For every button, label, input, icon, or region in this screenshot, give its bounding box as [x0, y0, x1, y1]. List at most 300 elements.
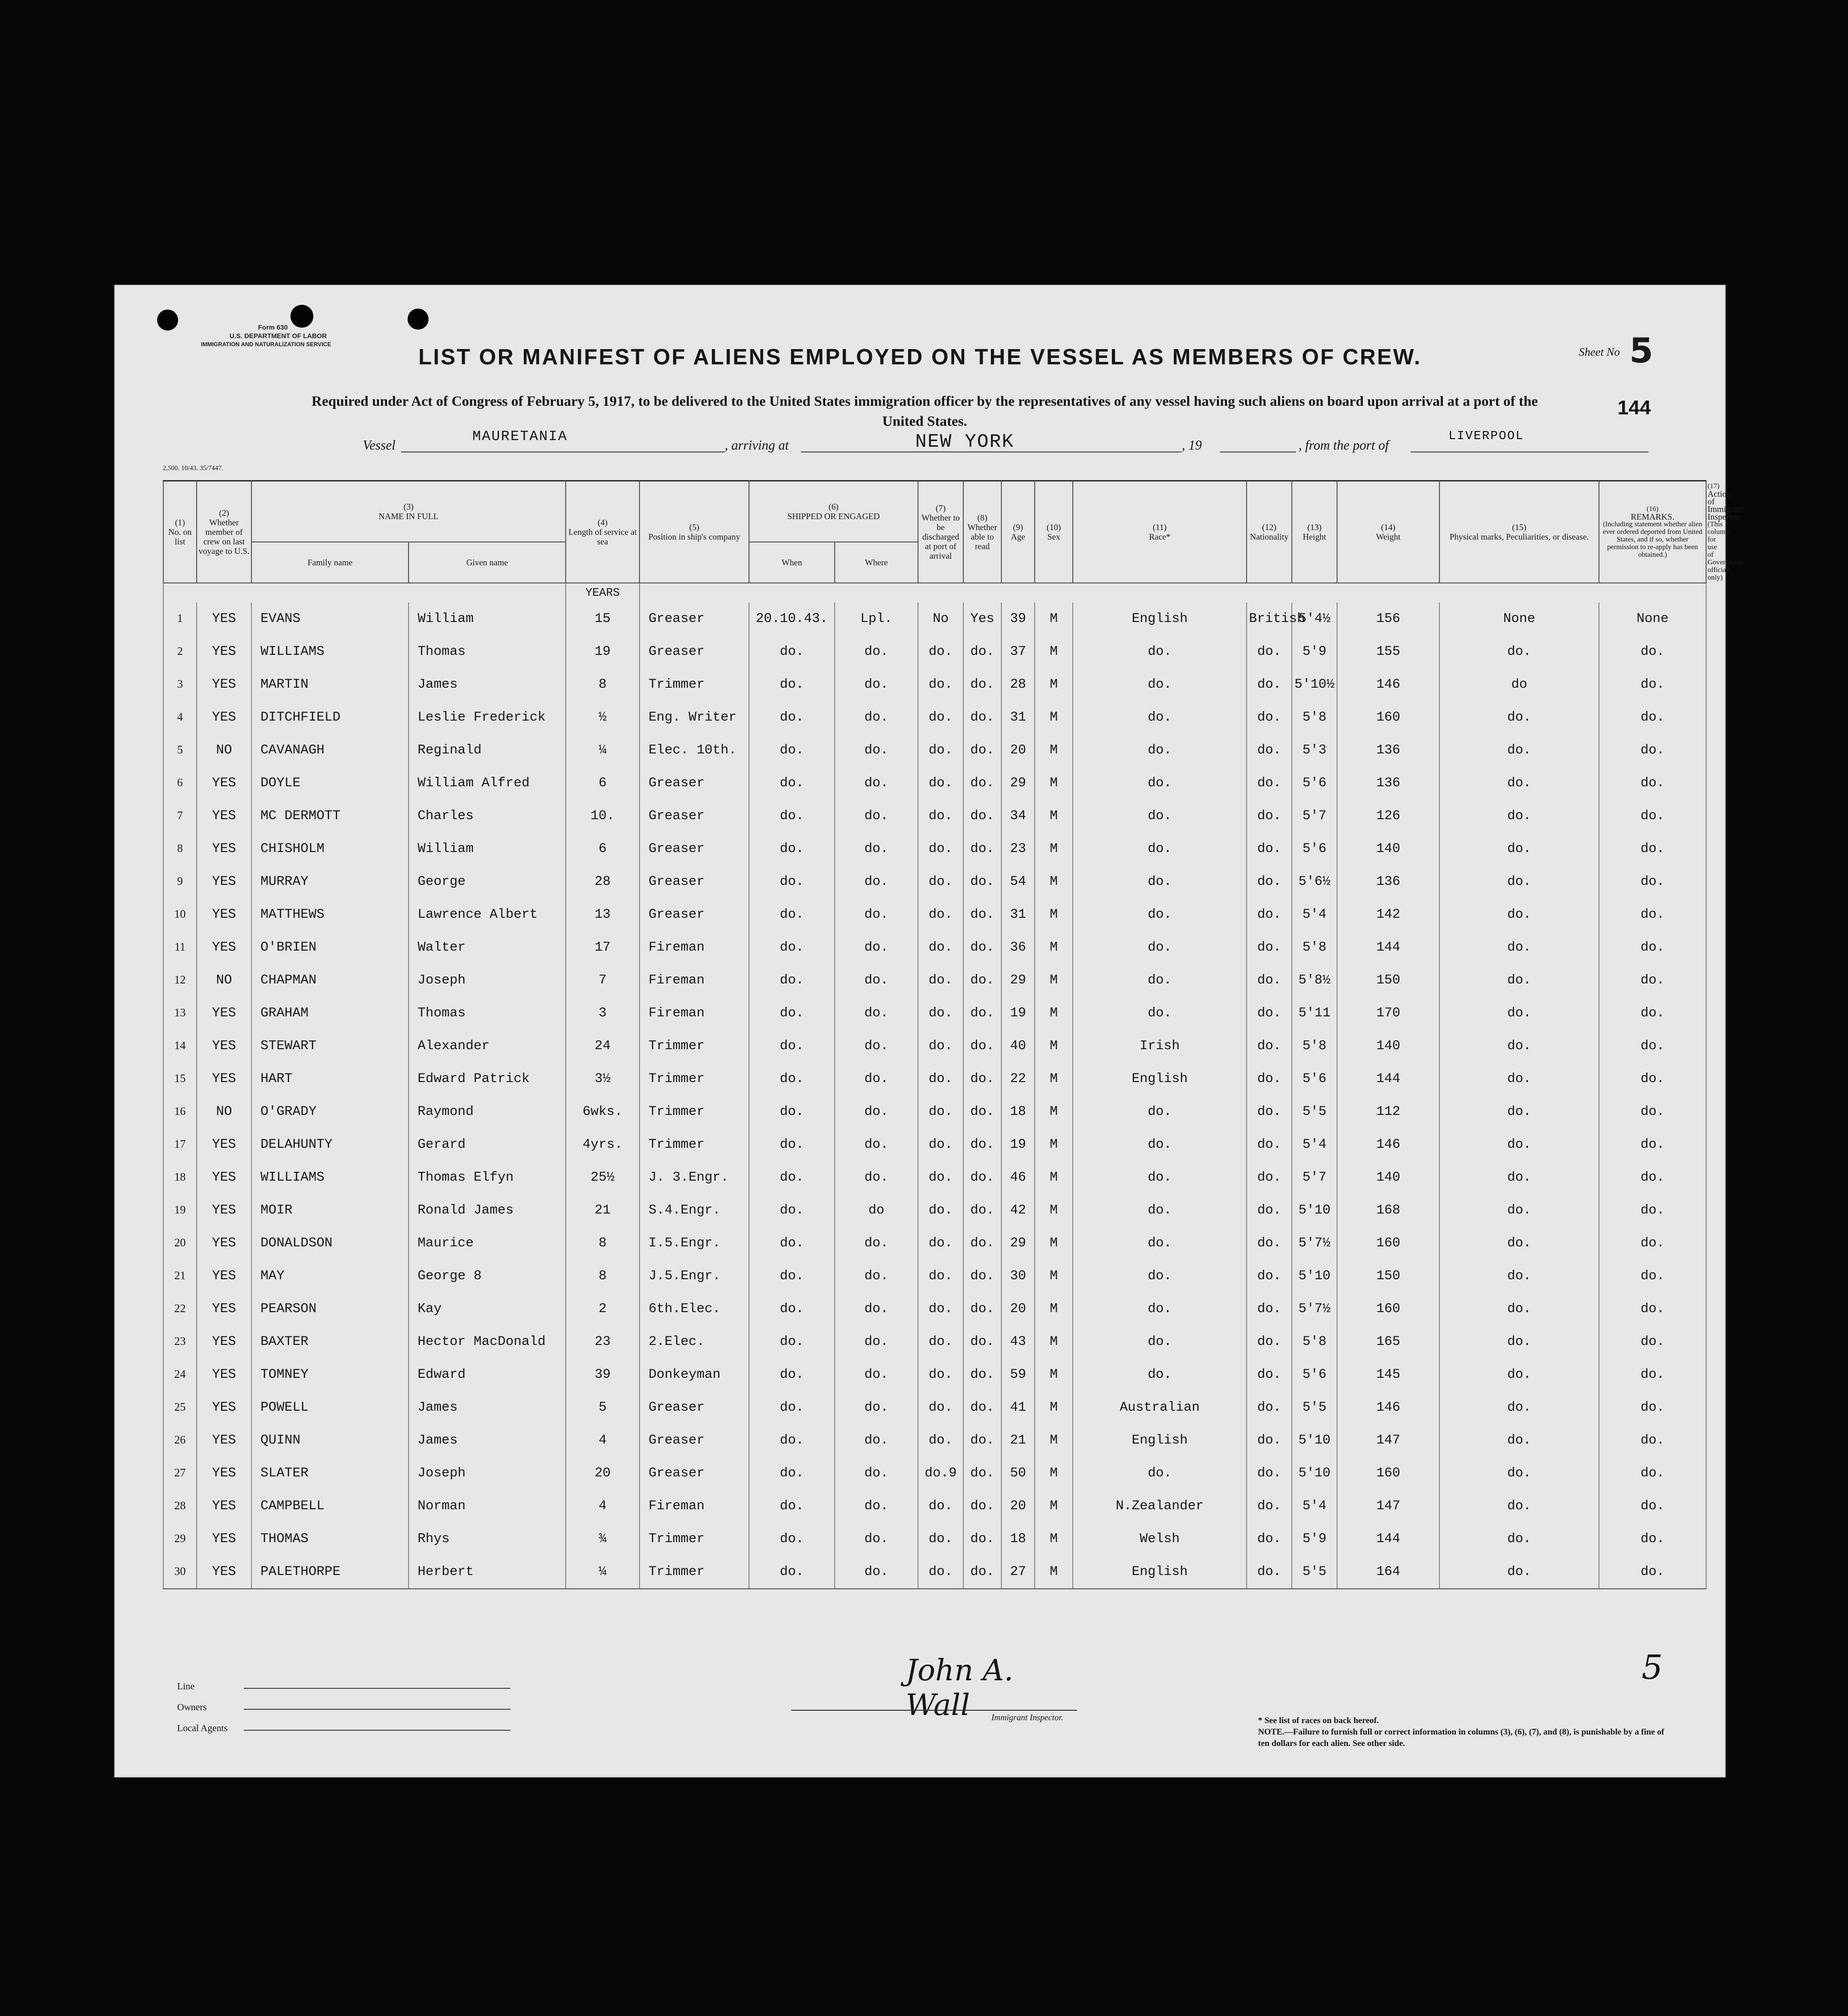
given-name-cell: Herbert [409, 1555, 566, 1589]
discharged-cell: do. [918, 1293, 963, 1325]
weight-cell: 145 [1337, 1358, 1439, 1391]
length-of-service-cell: 8 [566, 668, 639, 701]
length-of-service-cell: ¼ [566, 1555, 639, 1589]
shipped-where-cell: do. [835, 997, 918, 1030]
race-cell: do. [1073, 635, 1247, 668]
remarks-cell: do. [1599, 1555, 1706, 1589]
given-name-cell: Charles [409, 800, 566, 832]
row-number-cell: 4 [163, 701, 197, 734]
table-row [163, 898, 1706, 931]
page-mark: 5 [1641, 1648, 1663, 1687]
sex-cell: M [1035, 832, 1073, 865]
age-cell: 21 [1001, 1424, 1035, 1457]
height-cell: 5'6 [1292, 1063, 1337, 1095]
given-name-cell: Edward Patrick [409, 1063, 566, 1095]
row-number-cell: 3 [163, 668, 197, 701]
footnote [1258, 1715, 1677, 1749]
table-row [163, 1293, 1706, 1325]
sex-cell: M [1035, 1030, 1073, 1063]
length-of-service-cell: 15 [566, 602, 639, 635]
position-cell: Greaser [639, 635, 749, 668]
position-cell: Fireman [639, 931, 749, 964]
last-voyage-cell: NO [197, 734, 251, 767]
shipped-when-cell: do. [749, 1325, 835, 1358]
sex-cell: M [1035, 767, 1073, 800]
weight-cell: 160 [1337, 701, 1439, 734]
last-voyage-cell: YES [197, 767, 251, 800]
height-cell: 5'8 [1292, 1030, 1337, 1063]
physical-marks-cell: do. [1439, 1391, 1599, 1424]
last-voyage-cell: YES [197, 668, 251, 701]
given-name-cell: Lawrence Albert [409, 898, 566, 931]
table-row [163, 602, 1706, 635]
last-voyage-cell: YES [197, 1194, 251, 1227]
able-to-read-cell: do. [963, 1128, 1001, 1161]
length-of-service-cell: 2 [566, 1293, 639, 1325]
given-name-cell: Raymond [409, 1095, 566, 1128]
position-cell: 2.Elec. [639, 1325, 749, 1358]
length-of-service-cell: 8 [566, 1227, 639, 1260]
age-cell: 23 [1001, 832, 1035, 865]
table-row [163, 931, 1706, 964]
physical-marks-cell: do. [1439, 1523, 1599, 1555]
able-to-read-cell: do. [963, 635, 1001, 668]
position-cell: J. 3.Engr. [639, 1161, 749, 1194]
race-cell: do. [1073, 1227, 1247, 1260]
length-of-service-cell: ½ [566, 701, 639, 734]
col6-header: (6) SHIPPED OR ENGAGED [749, 481, 918, 542]
discharged-cell: do. [918, 1555, 963, 1589]
length-of-service-cell: 39 [566, 1358, 639, 1391]
given-name-cell: Thomas Elfyn [409, 1161, 566, 1194]
row-number-cell: 18 [163, 1161, 197, 1194]
last-voyage-cell: YES [197, 602, 251, 635]
physical-marks-cell: do. [1439, 832, 1599, 865]
physical-marks-cell: do. [1439, 767, 1599, 800]
race-cell: do. [1073, 1161, 1247, 1194]
shipped-when-cell: do. [749, 1227, 835, 1260]
weight-cell: 147 [1337, 1424, 1439, 1457]
discharged-cell: do. [918, 1161, 963, 1194]
family-name-cell: CAMPBELL [251, 1490, 409, 1523]
row-number-cell: 23 [163, 1325, 197, 1358]
race-cell: do. [1073, 668, 1247, 701]
able-to-read-cell: do. [963, 931, 1001, 964]
table-row [163, 865, 1706, 898]
table-row [163, 1194, 1706, 1227]
row-number-cell: 9 [163, 865, 197, 898]
family-name-cell: HART [251, 1063, 409, 1095]
race-cell: do. [1073, 767, 1247, 800]
length-of-service-cell: 24 [566, 1030, 639, 1063]
length-of-service-cell: 28 [566, 865, 639, 898]
row-number-cell: 27 [163, 1457, 197, 1490]
physical-marks-cell: do. [1439, 1030, 1599, 1063]
last-voyage-cell: YES [197, 1030, 251, 1063]
weight-cell: 136 [1337, 767, 1439, 800]
sex-cell: M [1035, 1260, 1073, 1293]
family-name-cell: WILLIAMS [251, 635, 409, 668]
sex-cell: M [1035, 1293, 1073, 1325]
age-cell: 30 [1001, 1260, 1035, 1293]
position-cell: Trimmer [639, 1128, 749, 1161]
discharged-cell: do. [918, 1260, 963, 1293]
age-cell: 29 [1001, 964, 1035, 997]
shipped-where-cell: Lpl. [835, 602, 918, 635]
sex-cell: M [1035, 1424, 1073, 1457]
voyage-line [363, 429, 1648, 457]
length-of-service-cell: 6 [566, 767, 639, 800]
remarks-cell: do. [1599, 1457, 1706, 1490]
race-cell: do. [1073, 898, 1247, 931]
discharged-cell: do. [918, 997, 963, 1030]
remarks-cell: do. [1599, 1063, 1706, 1095]
discharged-cell: do. [918, 1227, 963, 1260]
shipped-when-cell: do. [749, 1095, 835, 1128]
discharged-cell: do. [918, 1523, 963, 1555]
height-cell: 5'8½ [1292, 964, 1337, 997]
given-name-cell: Ronald James [409, 1194, 566, 1227]
sex-cell: M [1035, 1128, 1073, 1161]
length-of-service-cell: ¾ [566, 1523, 639, 1555]
physical-marks-cell: do. [1439, 800, 1599, 832]
remarks-cell: do. [1599, 734, 1706, 767]
given-name-cell: Gerard [409, 1128, 566, 1161]
nationality-cell: do. [1247, 767, 1292, 800]
col2-header: (2) Whether member of crew on last voyage to U.S. [197, 481, 251, 583]
length-of-service-cell: 4 [566, 1424, 639, 1457]
row-number-cell: 25 [163, 1391, 197, 1424]
able-to-read-cell: do. [963, 865, 1001, 898]
row-number-cell: 20 [163, 1227, 197, 1260]
remarks-cell: None [1599, 602, 1706, 635]
row-number-cell: 24 [163, 1358, 197, 1391]
physical-marks-cell: do. [1439, 1227, 1599, 1260]
years-note: YEARS [566, 583, 639, 602]
shipped-when-cell: do. [749, 767, 835, 800]
shipped-where-cell: do. [835, 1523, 918, 1555]
given-name-cell: Kay [409, 1293, 566, 1325]
height-cell: 5'10½ [1292, 668, 1337, 701]
length-of-service-cell: 4 [566, 1490, 639, 1523]
shipped-where-cell: do. [835, 898, 918, 931]
family-name-cell: THOMAS [251, 1523, 409, 1555]
physical-marks-cell: do. [1439, 1095, 1599, 1128]
remarks-cell: do. [1599, 931, 1706, 964]
shipped-when-cell: do. [749, 1457, 835, 1490]
last-voyage-cell: YES [197, 1161, 251, 1194]
given-name-cell: Maurice [409, 1227, 566, 1260]
nationality-cell: do. [1247, 1128, 1292, 1161]
length-of-service-cell: 20 [566, 1457, 639, 1490]
race-cell: English [1073, 1555, 1247, 1589]
sex-cell: M [1035, 931, 1073, 964]
shipped-when-cell: do. [749, 668, 835, 701]
remarks-cell: do. [1599, 1358, 1706, 1391]
nationality-cell: do. [1247, 865, 1292, 898]
nationality-cell: do. [1247, 635, 1292, 668]
length-of-service-cell: 5 [566, 1391, 639, 1424]
nationality-cell: do. [1247, 1391, 1292, 1424]
form-number: Form 630 [258, 323, 288, 331]
height-cell: 5'6 [1292, 832, 1337, 865]
shipped-where-cell: do. [835, 1227, 918, 1260]
nationality-cell: do. [1247, 1523, 1292, 1555]
family-name-cell: MATTHEWS [251, 898, 409, 931]
discharged-cell: do. [918, 898, 963, 931]
physical-marks-cell: do. [1439, 865, 1599, 898]
height-cell: 5'9 [1292, 635, 1337, 668]
physical-marks-cell: do. [1439, 1063, 1599, 1095]
last-voyage-cell: YES [197, 1063, 251, 1095]
race-cell: do. [1073, 800, 1247, 832]
discharged-cell: do. [918, 701, 963, 734]
last-voyage-cell: NO [197, 1095, 251, 1128]
nationality-cell: do. [1247, 1358, 1292, 1391]
nationality-cell: do. [1247, 1260, 1292, 1293]
given-name-cell: Reginald [409, 734, 566, 767]
race-cell: do. [1073, 1128, 1247, 1161]
discharged-cell: do. [918, 832, 963, 865]
shipped-where-cell: do. [835, 635, 918, 668]
row-number-cell: 12 [163, 964, 197, 997]
last-voyage-cell: YES [197, 1227, 251, 1260]
race-cell: do. [1073, 997, 1247, 1030]
race-cell: do. [1073, 1293, 1247, 1325]
table-row [163, 1391, 1706, 1424]
last-voyage-cell: YES [197, 898, 251, 931]
height-cell: 5'6½ [1292, 865, 1337, 898]
remarks-cell: do. [1599, 1194, 1706, 1227]
given-name-cell: Hector MacDonald [409, 1325, 566, 1358]
height-cell: 5'5 [1292, 1555, 1337, 1589]
row-number-cell: 22 [163, 1293, 197, 1325]
remarks-cell: do. [1599, 1523, 1706, 1555]
table-row [163, 1260, 1706, 1293]
race-cell: Welsh [1073, 1523, 1247, 1555]
row-number-cell: 13 [163, 997, 197, 1030]
race-cell: do. [1073, 1194, 1247, 1227]
weight-cell: 165 [1337, 1325, 1439, 1358]
col13-header: (13) Height [1292, 481, 1337, 583]
nationality-cell: do. [1247, 734, 1292, 767]
shipped-where-cell: do. [835, 1063, 918, 1095]
position-cell: Greaser [639, 767, 749, 800]
year-label: , 19 [1182, 438, 1202, 453]
given-name-cell: Thomas [409, 997, 566, 1030]
given-name-cell: Norman [409, 1490, 566, 1523]
discharged-cell: do.9 [918, 1457, 963, 1490]
row-number-cell: 21 [163, 1260, 197, 1293]
shipped-when-cell: do. [749, 1194, 835, 1227]
age-cell: 19 [1001, 997, 1035, 1030]
family-name-cell: CHISHOLM [251, 832, 409, 865]
height-cell: 5'10 [1292, 1424, 1337, 1457]
position-cell: Trimmer [639, 1030, 749, 1063]
height-cell: 5'7½ [1292, 1293, 1337, 1325]
row-number-cell: 14 [163, 1030, 197, 1063]
last-voyage-cell: YES [197, 1325, 251, 1358]
remarks-cell: do. [1599, 1030, 1706, 1063]
height-cell: 5'7½ [1292, 1227, 1337, 1260]
shipped-when-cell: do. [749, 1063, 835, 1095]
remarks-cell: do. [1599, 1161, 1706, 1194]
able-to-read-cell: do. [963, 701, 1001, 734]
col15-header: (15) Physical marks, Peculiarities, or disease. [1439, 481, 1599, 583]
discharged-cell: do. [918, 1391, 963, 1424]
shipped-when-cell: do. [749, 898, 835, 931]
physical-marks-cell: do [1439, 668, 1599, 701]
able-to-read-cell: do. [963, 1490, 1001, 1523]
age-cell: 28 [1001, 668, 1035, 701]
nationality-cell: do. [1247, 832, 1292, 865]
race-cell: do. [1073, 701, 1247, 734]
physical-marks-cell: do. [1439, 734, 1599, 767]
shipped-where-cell: do. [835, 1424, 918, 1457]
crew-manifest-table: (1) No. on list (2) Whether member of crew on last voyage to U.S. (3) NAME IN FULL (4) Length of service at sea (5) Position in ship's company (6) SHIPPED OR ENGAGED (7) Whether to be discharged at port of arrival (8) Whether able to read (9) Age (10) Sex (11) Race* (12) Nationality (13) Height (14) Weight (15) Physical marks, Peculiarities, or disease. (16) REMARKS. (Including statement whether alien ever ordered deported from United States, and if so, whether permission to re-apply has been obtained.) (17) Action of Immigrant Inspector. (This column for use of Government officials only) Family name Given name When Where YEARS 1 YES EVANS William 15 Greaser 20.10.43. Lpl. No Yes 39 M English British 5'4½ 156 None None 2 YES WILLIAMS Thomas 19 Greaser do. do. do. do. 37 M do. do. 5'9 155 do. do. 3 YES MARTIN James 8 Trimmer do. do. do. do. 28 M do. do. 5'10½ 146 do do. 4 YES DITCHFIELD Leslie Frederick ½ Eng. Writer do. do. do. do. 31 M do. do. 5'8 160 do. do. 5 NO CAVANAGH Reginald ¼ Elec. 10th. do. do. do. do. 20 M do. do. 5'3 136 do. do. 6 YES DOYLE William Alfred 6 Greaser do. do. do. do. 29 M do. do. 5'6 136 do. do. 7 YES MC DERMOTT Charles 10. Greaser do. do. do. do. 34 M do. do. 5'7 126 do. do. 8 YES CHISHOLM William 6 Greaser do. do. do. do. 23 M do. do. 5'6 140 do. do. 9 YES MURRAY George 28 Greaser do. do. do. do. 54 M do. do. 5'6½ 136 do. do. 10 YES MATTHEWS Lawrence Albert 13 Greaser do. do. do. do. 31 M do. do. 5'4 142 do. do. 11 YES O'BRIEN Walter 17 Fireman do. do. do. do. 36 M do. do. 5'8 144 do. do. 12 NO CHAPMAN Joseph 7 Fireman do. do. do. do. 29 M do. do. 5'8½ 150 do. do. 13 YES GRAHAM Thomas 3 Fireman do. do. do. do. 19 M do. do. 5'11 170 do. do. 14 YES STEWART Alexander 24 Trimmer do. do. do. do. 40 M Irish do. 5'8 140 do. do. 15 YES HART Edward Patrick 3½ Trimmer do. do. do. do. 22 M English do. 5'6 144 do. do. 16 NO O'GRADY Raymond 6wks. Trimmer do. do. do. do. 18 M do. do. 5'5 112 do. do. 17 YES DELAHUNTY Gerard 4yrs. Trimmer do. do. do. do. 19 M do. do. 5'4 146 do. do. 18 YES WILLIAMS Thomas Elfyn 25½ J. 3.Engr. do. do. do. do. 46 M do. do. 5'7 140 do. do. 19 YES MOIR Ronald James 21 S.4.Engr. do. do do. do. 42 M do. do. 5'10 168 do. do. 20 YES DONALDSON Maurice 8 I.5.Engr. do. do. do. do. 29 M do. do. 5'7½ 160 do. do. 21 YES MAY George 8 8 J.5.Engr. do. do. do. do. 30 M do. do. 5'10 150 do. do. 22 YES PEARSON Kay 2 6th.Elec. do. do. do. do. 20 M do. do. 5'7½ 160 do. do. 23 YES BAXTER Hector MacDonald 23 2.Elec. do. do. do. do. 43 M do. do. 5'8 165 do. do. 24 YES TOMNEY Edward 39 Donkeyman do. do. do. do. 59 M do. do. 5'6 145 do. do. 25 YES POWELL James 5 Greaser do. do. do. do. 41 M Australian do. 5'5 146 do. do. 26 YES QUINN James 4 Greaser do. do. do. do. 21 M English do. 5'10 147 do. do. 27 YES SLATER Joseph 20 Greaser do. do. do.9 do. 50 M do. do. 5'10 160 do. do. 28 YES CAMPBELL Norman 4 Fireman do. do. do. do. 20 M N.Zealander do. 5'4 147 do. do. 29 YES THOMAS Rhys ¾ Trimmer do. do. do. do. 18 M Welsh do. 5'9 144 do. do. 30 YES PALETHORPE Herbert ¼ Trimmer do. do. do. do. 27 M English do. 5'5 164 do. do. [163, 480, 1707, 1589]
shipped-where-cell: do. [835, 1457, 918, 1490]
race-cell: do. [1073, 964, 1247, 997]
given-name-cell: Edward [409, 1358, 566, 1391]
shipped-where-cell: do. [835, 1325, 918, 1358]
able-to-read-cell: do. [963, 1555, 1001, 1589]
nationality-cell: do. [1247, 1293, 1292, 1325]
given-name-cell: William Alfred [409, 767, 566, 800]
physical-marks-cell: do. [1439, 964, 1599, 997]
table-row [163, 1358, 1706, 1391]
shipped-when-cell: do. [749, 1424, 835, 1457]
last-voyage-cell: YES [197, 1293, 251, 1325]
shipped-where-header: Where [835, 542, 918, 583]
family-name-cell: PALETHORPE [251, 1555, 409, 1589]
weight-cell: 168 [1337, 1194, 1439, 1227]
race-cell: English [1073, 602, 1247, 635]
discharged-cell: do. [918, 1128, 963, 1161]
weight-cell: 140 [1337, 1161, 1439, 1194]
sex-cell: M [1035, 1194, 1073, 1227]
shipped-when-cell: do. [749, 800, 835, 832]
physical-marks-cell: None [1439, 602, 1599, 635]
physical-marks-cell: do. [1439, 635, 1599, 668]
race-cell: Irish [1073, 1030, 1247, 1063]
col9-header: (9) Age [1001, 481, 1035, 583]
discharged-cell: do. [918, 1095, 963, 1128]
last-voyage-cell: YES [197, 701, 251, 734]
length-of-service-cell: 3 [566, 997, 639, 1030]
height-cell: 5'5 [1292, 1391, 1337, 1424]
table-row [163, 668, 1706, 701]
page-subtitle: Required under Act of Congress of February 5, 1917, to be delivered to the United States immigration officer by the representatives of any vessel having such aliens on board upon arrival at a port of the United States. [311, 393, 1538, 429]
position-cell: Trimmer [639, 668, 749, 701]
weight-cell: 164 [1337, 1555, 1439, 1589]
arriving-port: NEW YORK [915, 431, 1015, 453]
remarks-cell: do. [1599, 767, 1706, 800]
physical-marks-cell: do. [1439, 1457, 1599, 1490]
sex-cell: M [1035, 701, 1073, 734]
height-cell: 5'4½ [1292, 602, 1337, 635]
race-cell: do. [1073, 1358, 1247, 1391]
table-row [163, 964, 1706, 997]
family-name-cell: DOYLE [251, 767, 409, 800]
table-row [163, 1523, 1706, 1555]
able-to-read-cell: do. [963, 1325, 1001, 1358]
race-cell: English [1073, 1063, 1247, 1095]
col1-header: (1) No. on list [163, 481, 197, 583]
shipped-where-cell: do. [835, 1293, 918, 1325]
shipped-when-cell: do. [749, 1161, 835, 1194]
given-name-cell: Walter [409, 931, 566, 964]
table-row [163, 1128, 1706, 1161]
last-voyage-cell: YES [197, 832, 251, 865]
manifest-sheet [114, 285, 1744, 1777]
height-cell: 5'6 [1292, 767, 1337, 800]
discharged-cell: do. [918, 1063, 963, 1095]
age-cell: 27 [1001, 1555, 1035, 1589]
race-cell: N.Zealander [1073, 1490, 1247, 1523]
row-number-cell: 29 [163, 1523, 197, 1555]
last-voyage-cell: YES [197, 1490, 251, 1523]
shipped-where-cell: do. [835, 1030, 918, 1063]
table-row [163, 1095, 1706, 1128]
position-cell: Trimmer [639, 1523, 749, 1555]
height-cell: 5'6 [1292, 1358, 1337, 1391]
last-voyage-cell: YES [197, 635, 251, 668]
col16-header: (16) REMARKS. (Including statement whether alien ever ordered deported from United States, and if so, whether permission to re-apply has been obtained.) [1599, 481, 1706, 583]
family-name-cell: CHAPMAN [251, 964, 409, 997]
given-name-cell: Alexander [409, 1030, 566, 1063]
weight-cell: 155 [1337, 635, 1439, 668]
physical-marks-cell: do. [1439, 898, 1599, 931]
discharged-cell: do. [918, 668, 963, 701]
table-row [163, 1424, 1706, 1457]
shipped-when-cell: do. [749, 1358, 835, 1391]
age-cell: 40 [1001, 1030, 1035, 1063]
table-row [163, 832, 1706, 865]
position-cell: Fireman [639, 964, 749, 997]
age-cell: 20 [1001, 1293, 1035, 1325]
punch-hole [408, 309, 429, 330]
discharged-cell: do. [918, 1358, 963, 1391]
from-port-label: , from the port of [1299, 438, 1389, 453]
table-row [163, 767, 1706, 800]
sex-cell: M [1035, 734, 1073, 767]
shipped-where-cell: do. [835, 767, 918, 800]
sex-cell: M [1035, 1161, 1073, 1194]
remarks-cell: do. [1599, 1424, 1706, 1457]
nationality-cell: do. [1247, 997, 1292, 1030]
remarks-cell: do. [1599, 964, 1706, 997]
shipped-when-cell: do. [749, 865, 835, 898]
remarks-cell: do. [1599, 635, 1706, 668]
height-cell: 5'8 [1292, 1325, 1337, 1358]
shipped-when-cell: do. [749, 931, 835, 964]
weight-cell: 170 [1337, 997, 1439, 1030]
able-to-read-cell: do. [963, 800, 1001, 832]
sex-cell: M [1035, 1063, 1073, 1095]
row-number-cell: 6 [163, 767, 197, 800]
shipped-when-cell: do. [749, 964, 835, 997]
sex-cell: M [1035, 1227, 1073, 1260]
shipped-where-cell: do. [835, 1391, 918, 1424]
position-cell: Greaser [639, 1457, 749, 1490]
age-cell: 37 [1001, 635, 1035, 668]
family-name-cell: WILLIAMS [251, 1161, 409, 1194]
given-name-cell: Rhys [409, 1523, 566, 1555]
able-to-read-cell: do. [963, 997, 1001, 1030]
position-cell: Greaser [639, 800, 749, 832]
weight-cell: 142 [1337, 898, 1439, 931]
shipped-where-cell: do. [835, 964, 918, 997]
